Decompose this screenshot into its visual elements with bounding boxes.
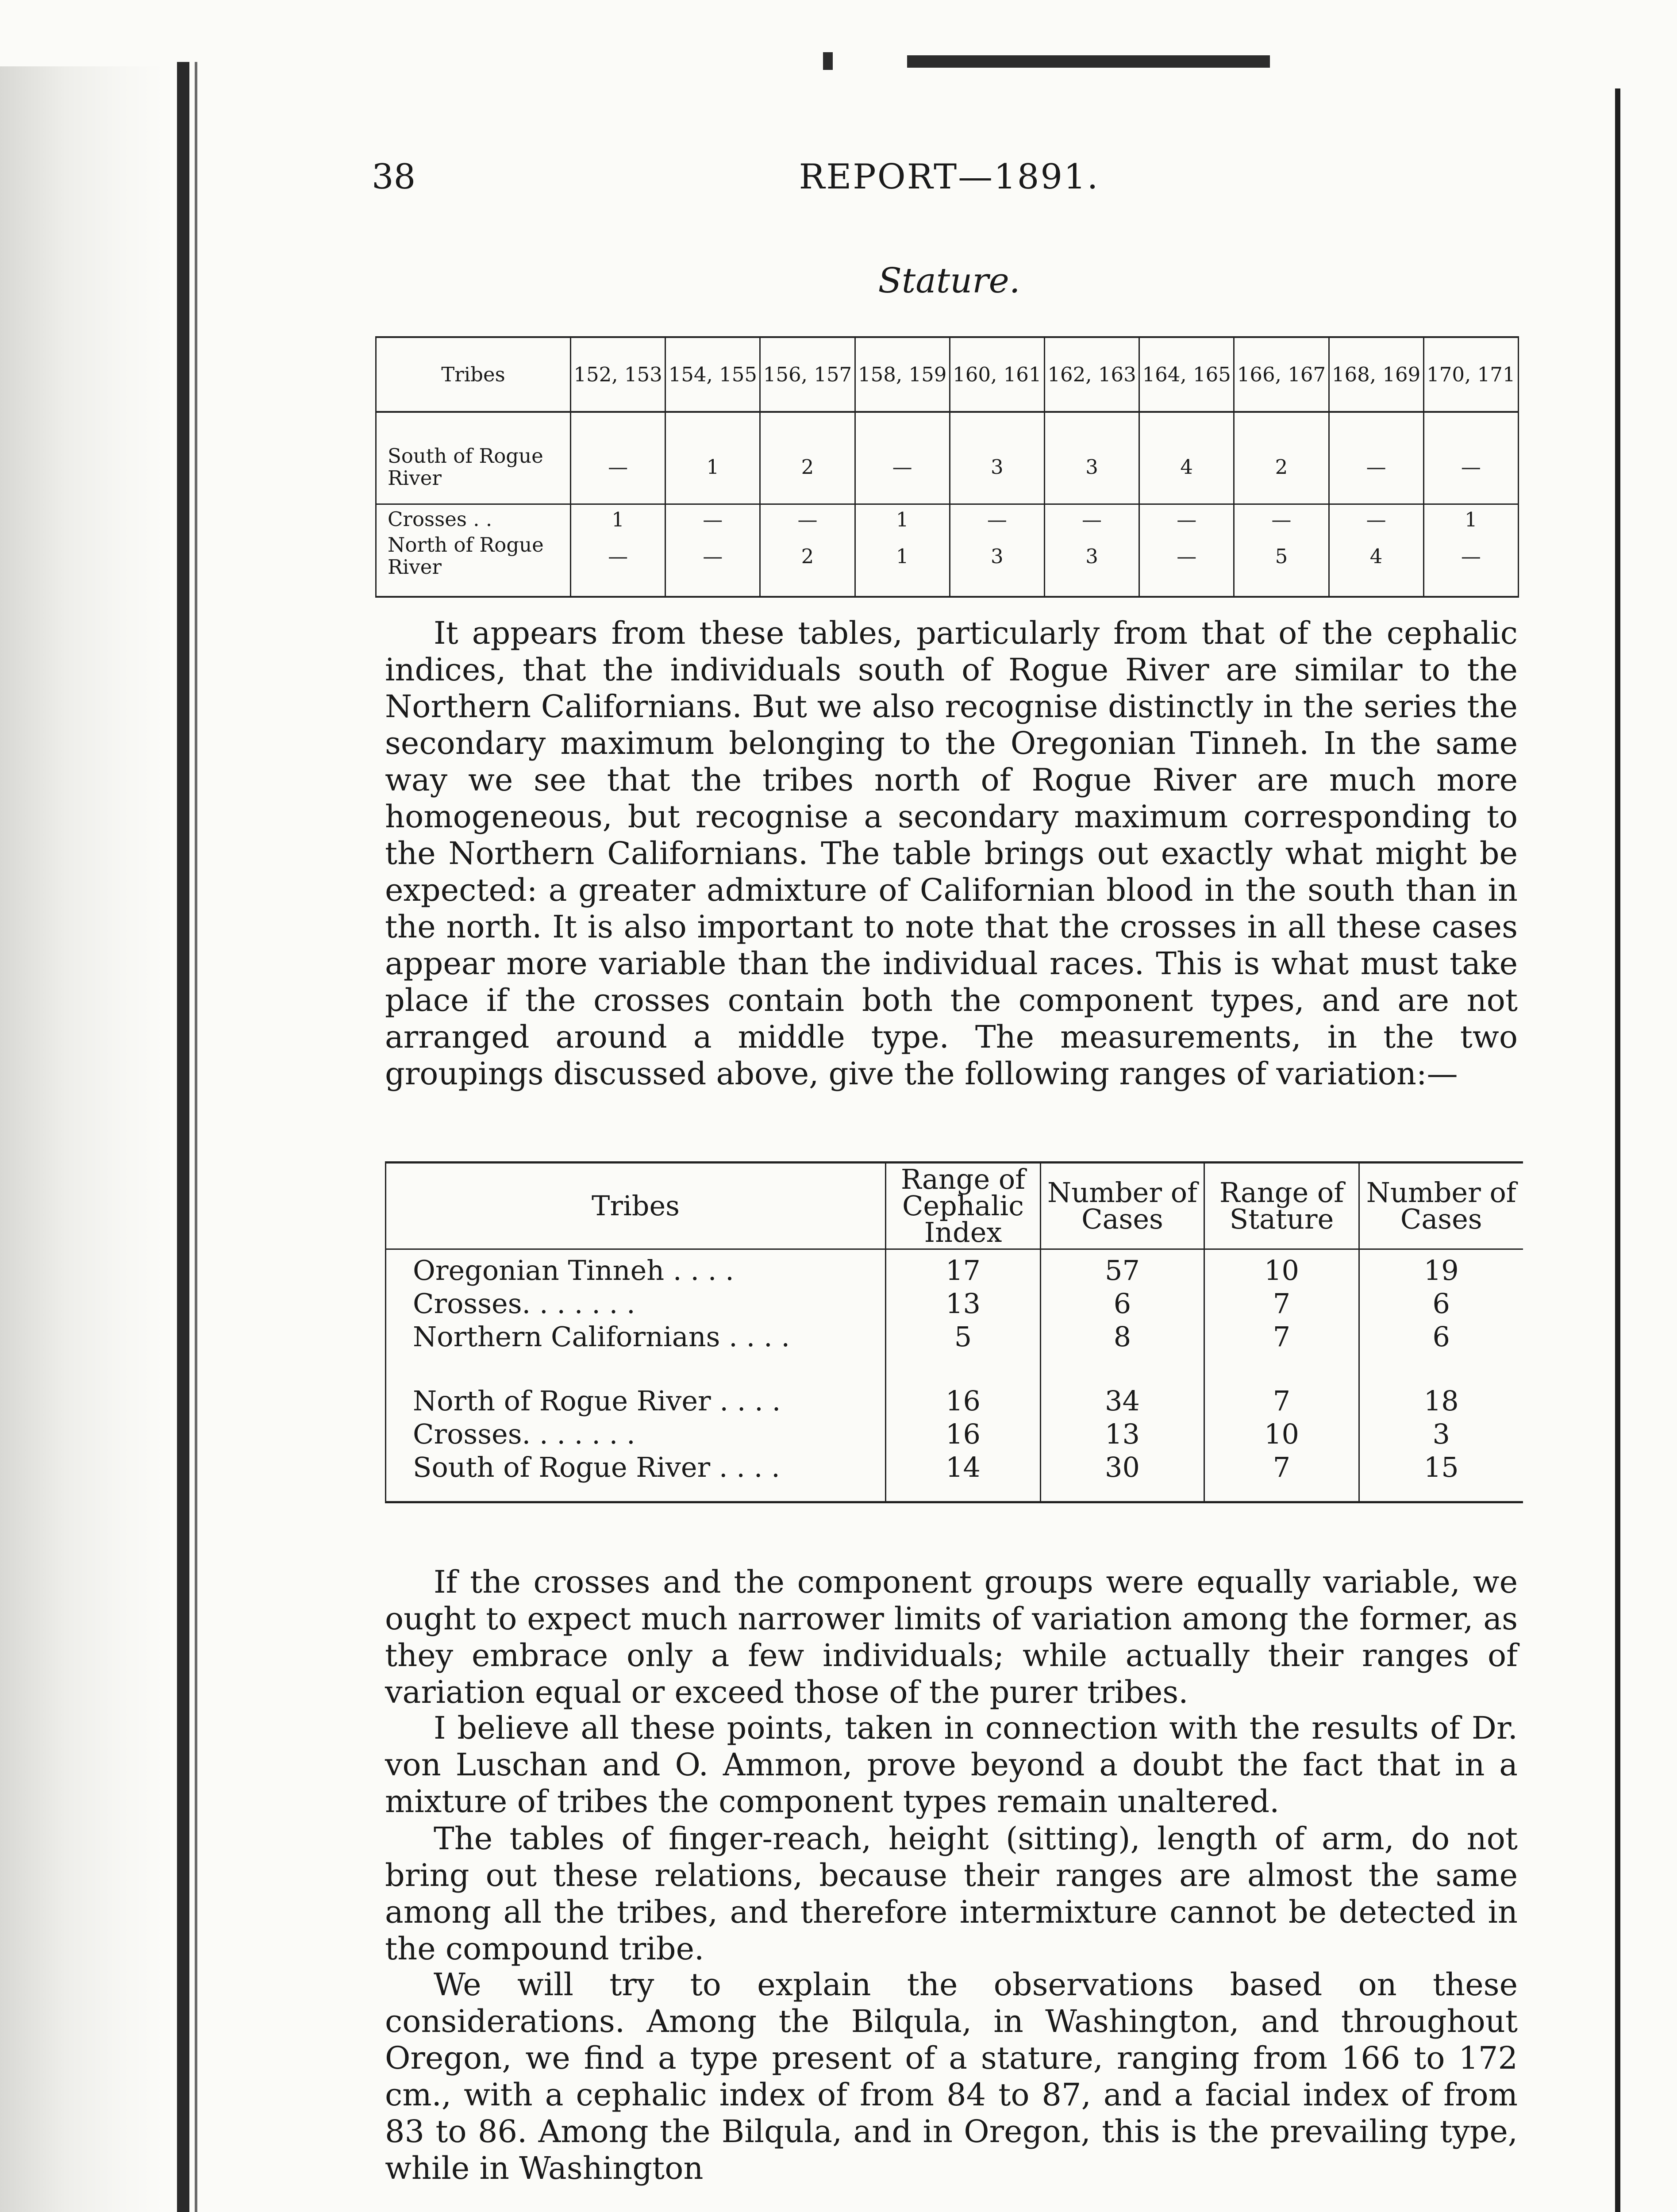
table-cell: 1	[665, 412, 760, 504]
running-head: REPORT—1891.	[799, 157, 1100, 197]
table-cell: —	[1329, 504, 1423, 534]
table-cell: 5	[886, 1320, 1041, 1353]
table-row	[376, 504, 1519, 534]
table-row	[376, 412, 1519, 504]
table-cell: 13	[886, 1287, 1041, 1320]
table-cell: 2	[760, 412, 855, 504]
range-col-header: Tribes	[386, 1163, 886, 1249]
table-cell: 4	[1139, 412, 1234, 504]
scan-top-mark	[907, 55, 1270, 68]
tribe-name: Crosses. . . . . . .	[386, 1287, 886, 1320]
table-cell: 18	[1359, 1384, 1523, 1417]
table-cell: 6	[1359, 1287, 1523, 1320]
table-row	[386, 1249, 1523, 1287]
row-label: North of Rogue River	[376, 534, 571, 597]
table-cell: 6	[1359, 1320, 1523, 1353]
table-cell: 3	[950, 534, 1044, 597]
page-number: 38	[372, 157, 416, 197]
scan-right-edge-line	[1615, 88, 1620, 2212]
table-cell: 3	[950, 412, 1044, 504]
table-cell: —	[1139, 534, 1234, 597]
table-cell: 8	[1041, 1320, 1204, 1353]
table-row	[386, 1287, 1523, 1320]
stature-col-header: 152, 153	[571, 337, 665, 412]
row-label: Crosses . .	[376, 504, 571, 534]
page-header	[372, 157, 1527, 206]
row-label: South of Rogue River	[376, 412, 571, 504]
table-cell: 10	[1204, 1249, 1359, 1287]
stature-col-header: 164, 165	[1139, 337, 1234, 412]
table-cell: 34	[1041, 1384, 1204, 1417]
table-cell: —	[1329, 412, 1423, 504]
table-cell: 1	[1423, 504, 1518, 534]
stature-title: Stature.	[878, 261, 1020, 301]
table-row	[386, 1451, 1523, 1502]
table-cell: —	[1423, 534, 1518, 597]
paragraph-conclusion: I believe all these points, taken in connection with the results of Dr. von Luschan and O. Ammon, prove beyond a doubt the fact that in a mixture of tribes the component types remain unaltered.	[385, 1710, 1518, 1820]
table-cell: 10	[1204, 1417, 1359, 1451]
table-cell: 7	[1204, 1451, 1359, 1502]
table-spacer-row	[386, 1353, 1523, 1384]
tribe-name: Crosses. . . . . . .	[386, 1417, 886, 1451]
range-header-row	[386, 1163, 1523, 1249]
table-row	[386, 1320, 1523, 1353]
stature-col-header: 156, 157	[760, 337, 855, 412]
table-cell: 1	[855, 504, 950, 534]
table-cell: —	[571, 534, 665, 597]
table-cell: 15	[1359, 1451, 1523, 1502]
table-cell: —	[1234, 504, 1329, 534]
table-cell: 3	[1044, 412, 1139, 504]
table-cell: 16	[886, 1417, 1041, 1451]
paragraph-variation-intro: It appears from these tables, particularly from that of the cephalic indices, that the individuals south of Rogue River are similar to the Northern Californians. But we also recognise distinctly in the series the secondary maximum belonging to the Oregonian Tinneh. In the same way we see that the tribes north of Rogue River are much more homogeneous, but recognise a secondary maximum corresponding to the Northern Californians. The table brings out exactly what might be expected: a greater admixture of Californian blood in the south than in the north. It is also important to note that the crosses in all these cases appear more variable than the individual races. This is what must take place if the crosses contain both the component types, and are not arranged around a middle type. The measurements, in the two groupings discussed above, give the following ranges of variation:—	[385, 615, 1518, 1092]
stature-col-header: 158, 159	[855, 337, 950, 412]
stature-col-header: 162, 163	[1044, 337, 1139, 412]
table-cell: 1	[571, 504, 665, 534]
stature-col-header: 168, 169	[1329, 337, 1423, 412]
table-cell: 14	[886, 1451, 1041, 1502]
paragraph-finger-reach: The tables of finger-reach, height (sitting), length of arm, do not bring out these relations, because their ranges are almost the same among all the tribes, and therefore intermixture cannot be detected in the compound tribe.	[385, 1820, 1518, 1967]
table-cell: 13	[1041, 1417, 1204, 1451]
tribe-name: Oregonian Tinneh . . . .	[386, 1249, 886, 1287]
table-cell: 30	[1041, 1451, 1204, 1502]
table-cell: 16	[886, 1384, 1041, 1417]
stature-col-header: 170, 171	[1423, 337, 1518, 412]
range-col-header: Range of Cephalic Index	[886, 1163, 1041, 1249]
table-cell: —	[855, 412, 950, 504]
table-cell: 3	[1359, 1417, 1523, 1451]
stature-col-header: 160, 161	[950, 337, 1044, 412]
table-cell: 7	[1204, 1384, 1359, 1417]
scan-left-margin	[0, 66, 164, 2212]
table-cell: —	[665, 504, 760, 534]
table-cell: 3	[1044, 534, 1139, 597]
scan-top-mark-dot	[823, 52, 833, 70]
table-row	[376, 534, 1519, 597]
range-col-header: Range of Stature	[1204, 1163, 1359, 1249]
table-cell: 57	[1041, 1249, 1204, 1287]
stature-col-header: Tribes	[376, 337, 571, 412]
range-col-header: Number of Cases	[1359, 1163, 1523, 1249]
stature-header-row	[376, 337, 1519, 412]
stature-col-header: 154, 155	[665, 337, 760, 412]
paragraph-crosses-variability: If the crosses and the component groups were equally variable, we ought to expect much narrower limits of variation among the former, as they embrace only a few individuals; while actually their ranges of variation equal or exceed those of the purer tribes.	[385, 1564, 1518, 1710]
stature-col-header: 166, 167	[1234, 337, 1329, 412]
table-cell: —	[1139, 504, 1234, 534]
table-cell: —	[1044, 504, 1139, 534]
table-row	[386, 1417, 1523, 1451]
table-cell: 7	[1204, 1287, 1359, 1320]
table-cell: —	[1423, 412, 1518, 504]
stature-table	[375, 336, 1519, 598]
table-row	[386, 1384, 1523, 1417]
table-cell: 2	[760, 534, 855, 597]
table-cell: —	[665, 534, 760, 597]
table-cell: 17	[886, 1249, 1041, 1287]
table-cell: 1	[855, 534, 950, 597]
table-cell: —	[760, 504, 855, 534]
scan-binding-line	[177, 62, 189, 2212]
paragraph-observations: We will try to explain the observations based on these considerations. Among the Bilqula, in Washington, and throughout Oregon, we find a type present of a stature, ranging from 166 to 172 cm., with a cephalic index of from 84 to 87, and a facial index of from 83 to 86. Among the Bilqula, and in Oregon, this is the prevailing type, while in Washington	[385, 1966, 1518, 2186]
scan-binding-line-thin	[195, 62, 197, 2212]
table-cell: 5	[1234, 534, 1329, 597]
table-cell: 2	[1234, 412, 1329, 504]
table-cell: 6	[1041, 1287, 1204, 1320]
table-cell: 19	[1359, 1249, 1523, 1287]
range-of-variation-table	[385, 1161, 1523, 1503]
range-col-header: Number of Cases	[1041, 1163, 1204, 1249]
tribe-name: North of Rogue River . . . .	[386, 1384, 886, 1417]
table-cell: 4	[1329, 534, 1423, 597]
tribe-name: Northern Californians . . . .	[386, 1320, 886, 1353]
table-cell: —	[950, 504, 1044, 534]
table-cell: 7	[1204, 1320, 1359, 1353]
tribe-name: South of Rogue River . . . .	[386, 1451, 886, 1502]
table-cell: —	[571, 412, 665, 504]
